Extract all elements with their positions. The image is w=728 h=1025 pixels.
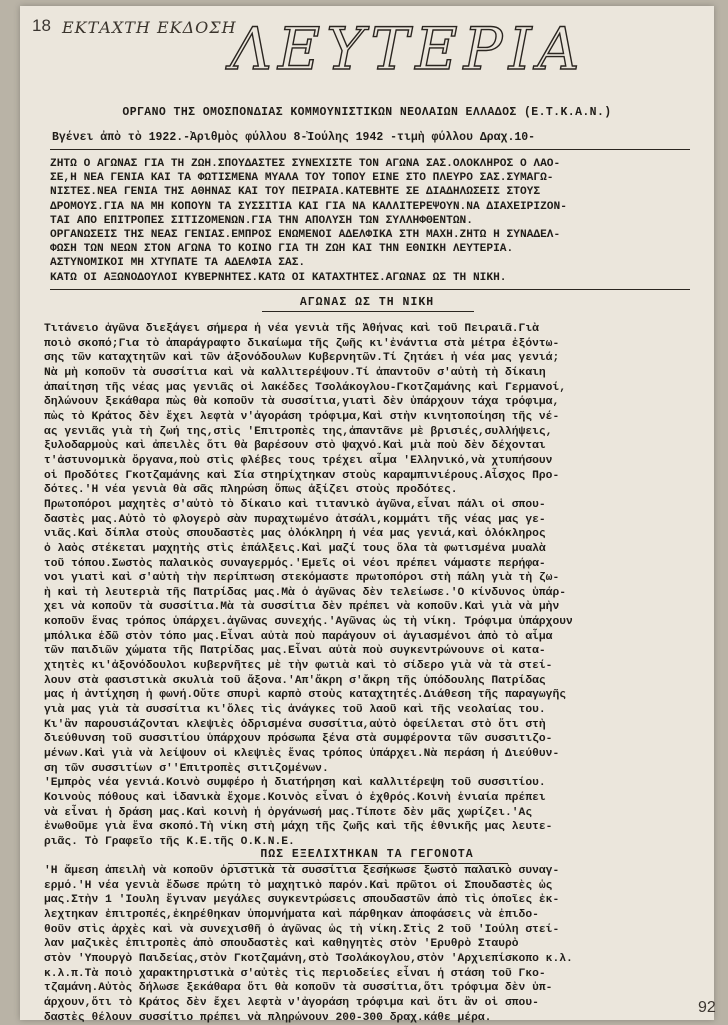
article-line: λεχτηκαν ἐπιτροπές,ἐκηρέθηκαν ὑπομνήματα καὶ πάρθηκαν ἀποφάσεις νὰ ἐπιδο- [44, 908, 539, 921]
article-line: λουν στὰ φασιστικὰ σκυλιὰ τοῦ ἄξονα.'Απ'ἄκρη σ'ἄκρη τῆς ὑπόδουλης Πατρίδας [44, 674, 546, 687]
article-line: χτητὲς κι'ἀξονόδουλοι κυβερνῆτες μὲ τὴν φωτιὰ καὶ τὸ σίδερο γιὰ νὰ τὰ στεί- [44, 660, 553, 673]
publication-organ: ΟΡΓΑΝΟ ΤΗΣ ΟΜΟΣΠΟΝΔΙΑΣ ΚΟΜΜΟΥΝΙΣΤΙΚΩΝ ΝΕΟΛΑΙΩΝ ΕΛΛΑΔΟΣ (Ε.Τ.Κ.Α.Ν.) [122, 106, 612, 119]
article-line: κοποῦν ἕνας τρόπος ὑπάρχει.ἀγῶνας συνεχής.'Αγῶνας ὡς τὴ νίκη. Τρόφιμα ὑπάρχουν [44, 616, 573, 629]
article-line: δότες.'Η νέα γενιὰ θὰ σᾶς πληρώση ὅπως ἀξίζει στοὺς προδότες. [44, 484, 458, 497]
title-underline [262, 311, 474, 312]
article-line: ερμό.'Η νέα γενιὰ ἔδωσε πρώτη τὸ μαχητικὸ παρόν.Καὶ πρῶτοι οἱ Σπουδαστὲς ὡς [44, 879, 553, 892]
article-line: Πρωτοπόροι μαχητὲς σ'αὐτὸ τὸ δίκαιο καὶ τιτανικὸ ἀγῶνα,εἶναι πάλι οἱ σπου- [44, 498, 546, 511]
article-line: Νὰ μὴ κοποῦν τὰ συσσίτια καὶ νὰ καλλιτερέψουν.Τί ἀπαντοῦν σ'αὐτὴ τὴ δίκαιη [44, 366, 546, 379]
article-line: δαστὲς θέλουν συσσίτιο πρέπει νὰ πληρώνουν 200-300 δραχ.κάθε μέρα. [44, 1011, 492, 1024]
article-line: γιὰ μας γιὰ τὰ συσσίτια κι'ὅλες τὶς ἀνάγκες τοῦ λαοῦ καὶ τῆς νεολαίας του. [44, 704, 546, 717]
article-line: νιᾶς.Καὶ δίπλα στοὺς σπουδαστὲς μας ὁλόκληρη ἡ νέα μας γενιά,καὶ ὁλόκληρος [44, 528, 546, 541]
article-line: ὁ λαὸς στέκεται μαχητὴς στὶς ἐπάλξεις.Καὶ μαζί τους ὅλα τὰ φωτισμένα μυαλὰ [44, 542, 546, 555]
slogan-line: ΟΡΓΑΝΩΣΕΙΣ ΤΗΣ ΝΕΑΣ ΓΕΝΙΑΣ.ΕΜΠΡΟΣ ΕΝΩΜΕΝΟΙ ΑΔΕΛΦΙΚΑ ΣΤΗ ΜΑΧΗ.ΖΗΤΩ Η ΣΥΝΑΔΕΛ- [50, 229, 561, 242]
page-number: 92 [698, 999, 716, 1016]
article-line: ση τῶν συσσιτίων σ''Επιτροπὲς σιτιζομένων. [44, 762, 329, 775]
article-line: Τιτάνειο ἀγῶνα διεξάγει σήμερα ἡ νέα γενιὰ τῆς Ἀθήνας καὶ τοῦ Πειραιᾶ.Γιὰ [44, 323, 539, 335]
slogans-rule [50, 289, 690, 290]
archive-number: 18 [32, 16, 51, 35]
article-title: ΠΩΣ ΕΞΕΛΙΧΤΗΚΑΝ ΤΑ ΓΕΓΟΝΟΤΑ [260, 848, 474, 861]
article-line: χει νὰ κοποῦν τὰ συσσίτια.Μὰ τὰ συσσίτια δὲν πρέπει νὰ κοποῦν.Καὶ γιὰ νὰ μὴν [44, 601, 560, 614]
article-line: πὼς τὸ Κράτος δὲν ἔχει λεφτὰ ν'ἀγοράση τρόφιμα,Καὶ στὴν κινητοποίηση τῆς νέ- [44, 410, 560, 423]
article-line: ας γενιᾶς γιὰ τὴ ζωή της,στὶς 'Επιτροπὲς της,ἀπαντᾶνε μὲ βρισιές,συλλήψεις, [44, 425, 553, 438]
article-line: Κι'ἂν παρουσιάζονται κλεψιὲς ὁδρισμένα συσσίτια,αὐτὸ ὀφείλεται στὸ ὅτι στὴ [44, 718, 546, 731]
article-line: ἑνωθοῦμε γιὰ ἕνα σκοπό.Τὴ νίκη στὴ μάχη τῆς ζωῆς καὶ τῆς ἐθνικῆς μας λευτε- [44, 821, 553, 834]
slogan-line: ΑΣΤΥΝΟΜΙΚΟΙ ΜΗ ΧΤΥΠΑΤΕ ΤΑ ΑΔΕΛΦΙΑ ΣΑΣ. [50, 257, 306, 270]
article-line: σης τῶν καταχτητῶν καὶ τῶν ἀξονόδουλων Κυβερνητῶν.Τί ζητάει ἡ νέα μας γενιά; [44, 352, 560, 365]
article-line: τζαμάνη.Αὐτὸς δήλωσε ξεκάθαρα ὅτι θὰ κοποῦν τὰ συσσίτια,ὅτι τρόφιμα δὲν ὑπ- [44, 982, 553, 995]
slogan-line: ΔΡΟΜΟΥΣ.ΓΙΑ ΝΑ ΜΗ ΚΟΠΟΥΝ ΤΑ ΣΥΣΣΙΤΙΑ ΚΑΙ ΓΙΑ ΝΑ ΚΑΛΛΙΤΕΡΕΨΟΥΝ.ΝΑ ΔΙΑΧΕΙΡΙΖΟΝ- [50, 200, 567, 213]
article-line: θοῦν στὶς ἀρχὲς καὶ νὰ συνεχισθῆ ὁ ἀγῶνας ὡς τὴ νίκη.Στὶς 2 τοῦ 'Ιούλη στεί- [44, 923, 560, 936]
slogan-line: ΚΑΤΩ ΟΙ ΑΞΩΝΟΔΟΥΛΟΙ ΚΥΒΕΡΝΗΤΕΣ.ΚΑΤΩ ΟΙ ΚΑΤΑΧΤΗΤΕΣ.ΑΓΩΝΑΣ ΩΣ ΤΗ ΝΙΚΗ. [50, 271, 507, 284]
article-body [44, 322, 704, 850]
article-line: ξυλοδαρμοὺς καὶ ἀπειλὲς ὅτι θὰ βαρέσουν στὸ ψαχνό.Καὶ μιὰ ποὺ δὲν δέχονται [44, 440, 546, 453]
article-line: ὴ καὶ τὴ λευτεριὰ τῆς Πατρίδας μας.Μὰ ὁ ἀγῶνας δὲν τελείωσε.'Ο κίνδυνος ὑπάρ- [44, 586, 567, 599]
slogan-line: ΦΩΣΗ ΤΩΝ ΝΕΩΝ ΣΤΟΝ ΑΓΩΝΑ ΤΟ ΚΟΙΝΟ ΓΙΑ ΤΗ ΖΩΗ ΚΑΙ ΤΗΝ ΕΘΝΙΚΗ ΛΕΥΤΕΡΙΑ. [50, 243, 514, 256]
article-line: οἱ Προδότες Γκοτζαμάνης καὶ Σία στηρίχτηκαν στοὺς καραμπινιέρους.Αἶσχος Προ- [44, 469, 560, 482]
article-line: μας ἡ ἀντίχηση ἡ φωνή.Οὔτε σπυρὶ καρπὸ στοὺς καταχτητές.Διάθεση τῆς παραγωγῆς [44, 689, 567, 702]
article-line: ριᾶς. Τὸ Γραφεῖο τῆς Κ.Ε.τῆς Ο.Κ.Ν.Ε. [44, 835, 295, 848]
masthead [230, 15, 586, 83]
article-body [44, 864, 704, 1025]
slogan-line: ΝΙΣΤΕΣ.ΝΕΑ ΓΕΝΙΑ ΤΗΣ ΑΘΗΝΑΣ ΚΑΙ ΤΟΥ ΠΕΙΡΑΙΑ.ΚΑΤΕΒΗΤΕ ΣΕ ΔΙΑΔΗΛΩΣΕΙΣ ΣΤΟΥΣ [50, 186, 541, 199]
special-edition-stamp: ΕΚΤΑΧΤΗ ΕΚΔΟΣΗ [62, 18, 237, 37]
article-line: στὸν 'Υπουργὸ Παιδείας,στὸν Γκοτζαμάνη,στὸ Τσολάκογλου,στὸν 'Αρχιεπίσκοπο κ.λ. [44, 952, 573, 965]
article-line: μένων.Καὶ γιὰ νὰ λείψουν οἱ κλεψιὲς ἕνας τρόπος ὑπάρχει.Νὰ περάση ἡ Διεύθυν- [44, 748, 560, 761]
article-line: 'Η ἄμεση ἀπειλὴ νὰ κοποῦν ὁριστικὰ τὰ συσσίτια ξεσήκωσε ξωστὸ παλαικὸ συναγ- [44, 865, 560, 877]
newspaper-page [20, 6, 716, 1024]
article-line: νὰ εἶναι ἡ δράση μας.Καὶ κοινὴ ἡ ὀργάνωσή μας.Τίποτε δὲν μᾶς χωρίζει.'Ας [44, 806, 533, 819]
article-line: μπόλικα ἐδῶ στὸν τόπο μας.Εἶναι αὐτὰ ποὺ παράγουν οἱ ἀγιασμένοι ἀπὸ τὸ αἷμα [44, 630, 553, 643]
article-line: τοῦ τόπου.Σωστὸς παλαικὸς συναγερμός.'Εμεῖς οἱ νέοι πρέπει νάμαστε περήφα- [44, 557, 546, 570]
slogan-line: ΤΑΙ ΑΠΟ ΕΠΙΤΡΟΠΕΣ ΣΙΤΙΖΟΜΕΝΩΝ.ΓΙΑ ΤΗΝ ΑΠΟΛΥΣΗ ΤΩΝ ΣΥΛΛΗΦΘΕΝΤΩΝ. [50, 214, 473, 227]
article-line: ποιὸ σκοπό;Για τὸ ἀπαράγραφτο δικαίωμα τῆς ζωῆς κι'ἐνάντια στὰ μέτρα ἐξόντω- [44, 337, 560, 350]
header-rule [50, 149, 690, 150]
issue-info: Βγένει ἀπὸ τὸ 1922.-Ἀριθμὸς φύλλου 8-Ἰούλης 1942 -τιμὴ φύλλου Δραχ.10- [52, 131, 536, 144]
article-line: τῶν παιδιῶν χώματα τῆς Πατρίδας μας.Εἶναι αὐτὰ ποὺ συγκεντρώνουνε οἱ κατα- [44, 645, 546, 658]
article-line: 'Εμπρὸς νέα γενιά.Κοινὸ συμφέρο ἡ διατήρηση καὶ καλλιτέρεψη τοῦ συσσιτίου. [44, 777, 546, 790]
article-line: δαστὲς μας.Αὐτὸ τὸ φλογερὸ σὰν πυραχτωμένο ἀτσάλι,κομμάτι τῆς νέας μας γε- [44, 513, 546, 526]
article-line: δηλώνουν ξεκάθαρα πὼς θὰ κοποῦν τὰ συσσίτια,γιατὶ δὲν ὑπάρχουν τάχα τρόφιμα, [44, 396, 560, 409]
article-line: άρχουν,ὅτι τὸ Κράτος δὲν ἔχει λεφτὰ ν'ἀγοράση τρόφιμα καὶ ὅτι ἂν οἱ σπου- [44, 996, 539, 1009]
article-line: ἀπαίτηση τῆς νέας μας γενιᾶς οἱ λακέδες Τσολάκογλου-Γκοτζαμάνης καὶ Γερμανοί, [44, 381, 567, 394]
masthead-title: ΛΕΥΤΕΡΙΑ [230, 15, 586, 83]
article-line: διεύθυνση τοῦ συσσιτίου ὑπάρχουν πρόσωπα ξένα στὰ συμφέροντα τῶν συσσιτιζο- [44, 733, 553, 746]
article-line: μας.Στὴν 1 'Ιουλη ἔγιναν μεγάλες συγκεντρώσεις σπουδαστῶν ἀπὸ τὶς ὁποῖες ἐκ- [44, 894, 560, 907]
article-line: λαν μαζικὲς ἐπιτροπὲς ἀπὸ σπουδαστὲς καὶ καθηγητὲς στὸν 'Ερυθρὸ Σταυρὸ [44, 938, 519, 951]
slogans-block [50, 157, 705, 285]
article-line: Κοινοὺς πόθους καὶ ἰδανικὰ ἔχομε.Κοινὸς εἶναι ὁ ἐχθρός.Κοινὴ ἑνιαία πρέπει [44, 792, 546, 804]
slogan-line: ΖΗΤΩ Ο ΑΓΩΝΑΣ ΓΙΑ ΤΗ ΖΩΗ.ΣΠΟΥΔΑΣΤΕΣ ΣΥΝΕΧΙΣΤΕ ΤΟΝ ΑΓΩΝΑ ΣΑΣ.ΟΛΟΚΛΗΡΟΣ Ο ΛΑΟ- [50, 158, 561, 170]
article-title: ΑΓΩΝΑΣ ΩΣ ΤΗ ΝΙΚΗ [299, 296, 435, 309]
article-line: νοι γιατὶ καὶ σ'αὐτὴ τὴν περίπτωση στεκόμαστε πρωτοπόροι στὴ πάλη γιὰ τὴ ζω- [44, 572, 560, 585]
article-line: κ.λ.π.Τὰ ποιὸ χαρακτηριστικὰ σ'αὐτὲς τὶς περιοδείες εἶναι ἡ στάση τοῦ Γκο- [44, 967, 546, 980]
slogan-line: ΣΕ,Η ΝΕΑ ΓΕΝΙΑ ΚΑΙ ΤΑ ΦΩΤΙΣΜΕΝΑ ΜΥΑΛΑ ΤΟΥ ΤΟΠΟΥ ΕΙΝΕ ΣΤΟ ΠΛΕΥΡΟ ΣΑΣ.ΣΥΜΑΓΩ- [50, 172, 554, 185]
article-line: τ'ἀστυνομικὰ ὄργανα,ποὺ στὶς φλέβες τους τρέχει αἷμα 'Ελληνικό,νὰ χτυπήσουν [44, 454, 553, 467]
